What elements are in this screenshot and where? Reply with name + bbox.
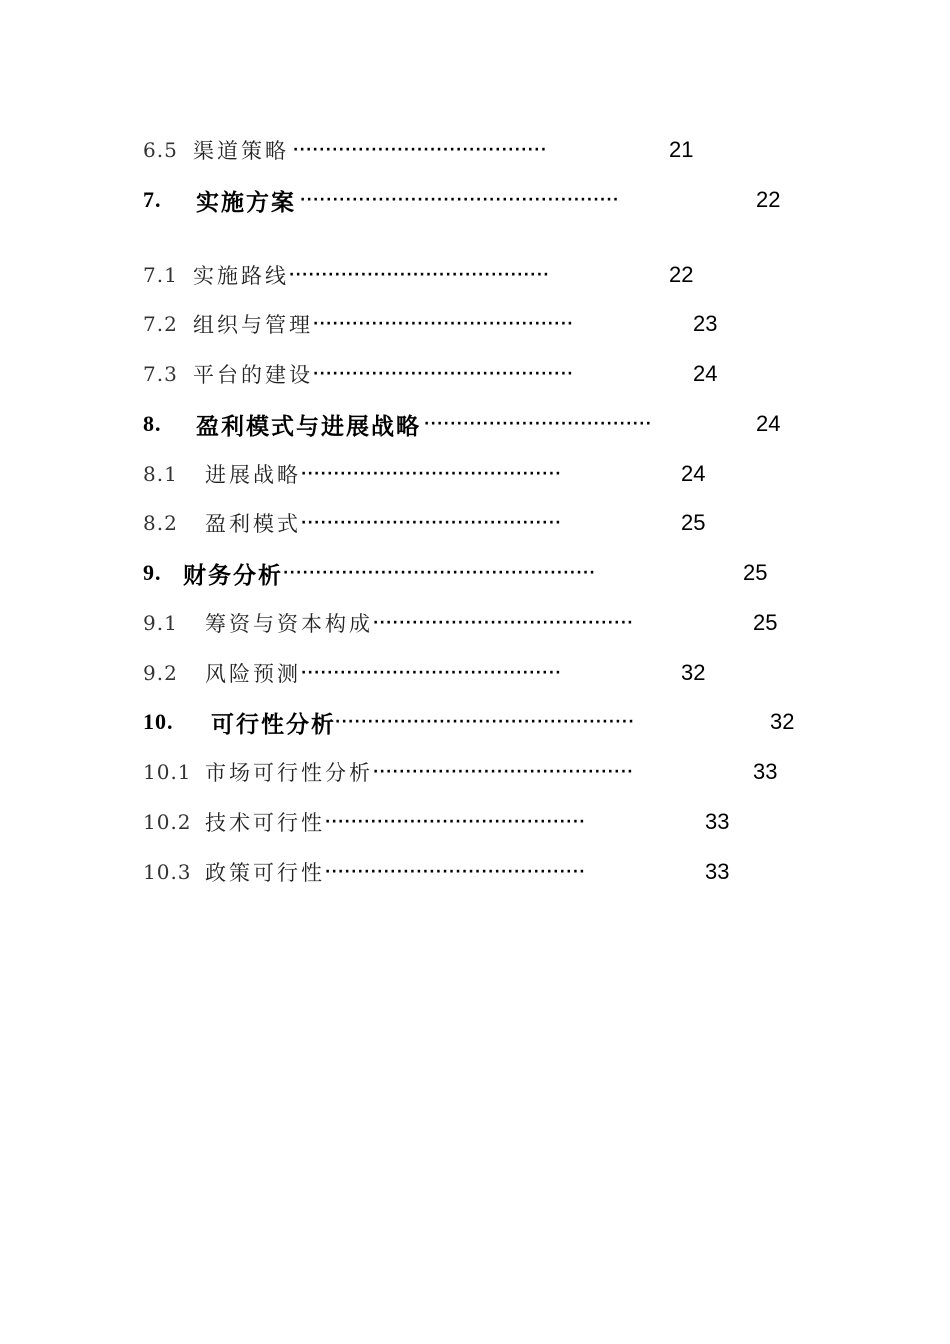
page-number: 23 — [693, 311, 718, 336]
dot-leader: ········································ — [289, 267, 550, 283]
dot-leader: ················································ — [283, 565, 596, 581]
page-number: 33 — [705, 809, 730, 834]
entry-title: 风险预测 — [205, 662, 301, 686]
page-number: 32 — [681, 660, 706, 685]
page-number: 33 — [705, 859, 730, 884]
page-number: 24 — [756, 411, 781, 436]
entry-number: 7.1 — [143, 263, 178, 287]
dot-leader: ········································ — [313, 366, 574, 382]
toc-entry-10 — [143, 706, 794, 738]
toc-entry-8-2 — [143, 507, 705, 539]
toc-entry-10-2 — [143, 806, 729, 838]
dot-leader: ········································ — [301, 665, 562, 681]
entry-title: 渠道策略 — [193, 139, 289, 163]
dot-leader: ··································· — [424, 416, 653, 432]
entry-title: 进展战略 — [205, 463, 301, 487]
entry-title: 技术可行性 — [205, 811, 325, 835]
toc-entry-8-1 — [143, 458, 705, 490]
toc-entry-9 — [143, 557, 767, 589]
entry-title: 盈利模式 — [205, 512, 301, 536]
dot-leader: ········································ — [301, 466, 562, 482]
entry-number: 8. — [143, 411, 162, 436]
entry-number: 7. — [143, 187, 162, 212]
entry-title: 筹资与资本构成 — [205, 612, 373, 636]
entry-number: 6.5 — [143, 138, 178, 162]
page-number: 32 — [770, 709, 795, 734]
toc-entry-7-3 — [143, 358, 717, 390]
toc-entry-7 — [143, 184, 780, 216]
entry-number: 9.1 — [143, 611, 178, 635]
entry-number: 7.2 — [143, 312, 178, 336]
toc-entry-9-2 — [143, 657, 705, 689]
dot-leader: ········································ — [301, 515, 562, 531]
entry-title: 实施路线 — [193, 264, 289, 288]
page-number: 24 — [693, 361, 718, 386]
toc-entry-7-1 — [143, 259, 693, 291]
entry-number: 8.2 — [143, 511, 178, 535]
toc-entry-10-1 — [143, 756, 777, 788]
entry-title: 实施方案 — [196, 188, 296, 216]
toc-entry-10-3 — [143, 856, 729, 888]
page-number: 25 — [753, 610, 778, 635]
page-number: 25 — [681, 510, 706, 535]
entry-number: 10.2 — [143, 810, 192, 834]
page-number: 22 — [669, 262, 694, 287]
page-number: 25 — [743, 560, 768, 585]
dot-leader: ········································ — [373, 615, 634, 631]
entry-title: 市场可行性分析 — [205, 761, 373, 785]
dot-leader: ········································ — [373, 764, 634, 780]
toc-entry-6-5 — [143, 134, 693, 166]
entry-number: 10.3 — [143, 860, 192, 884]
page-number: 24 — [681, 461, 706, 486]
toc-entry-7-2 — [143, 308, 717, 340]
page-number: 21 — [669, 137, 694, 162]
entry-number: 9. — [143, 560, 162, 585]
entry-title: 盈利模式与进展战略 — [196, 412, 421, 440]
dot-leader: ········································ — [325, 864, 586, 880]
entry-number: 10.1 — [143, 760, 192, 784]
entry-title: 组织与管理 — [193, 313, 313, 337]
entry-number: 9.2 — [143, 661, 178, 685]
dot-leader: ········································ — [313, 316, 574, 332]
page-number: 33 — [753, 759, 778, 784]
toc-entry-9-1 — [143, 607, 777, 639]
entry-number: 7.3 — [143, 362, 178, 386]
toc-entry-8 — [143, 408, 780, 440]
entry-title: 政策可行性 — [205, 861, 325, 885]
dot-leader: ················································· — [300, 192, 620, 208]
entry-number: 10. — [143, 709, 174, 734]
dot-leader: ·············································· — [335, 714, 635, 730]
entry-title: 财务分析 — [183, 561, 283, 589]
dot-leader: ········································ — [325, 814, 586, 830]
dot-leader: ······································· — [293, 142, 548, 158]
page-number: 22 — [756, 187, 781, 212]
entry-title: 可行性分析 — [211, 710, 336, 738]
entry-number: 8.1 — [143, 462, 178, 486]
entry-title: 平台的建设 — [193, 363, 313, 387]
